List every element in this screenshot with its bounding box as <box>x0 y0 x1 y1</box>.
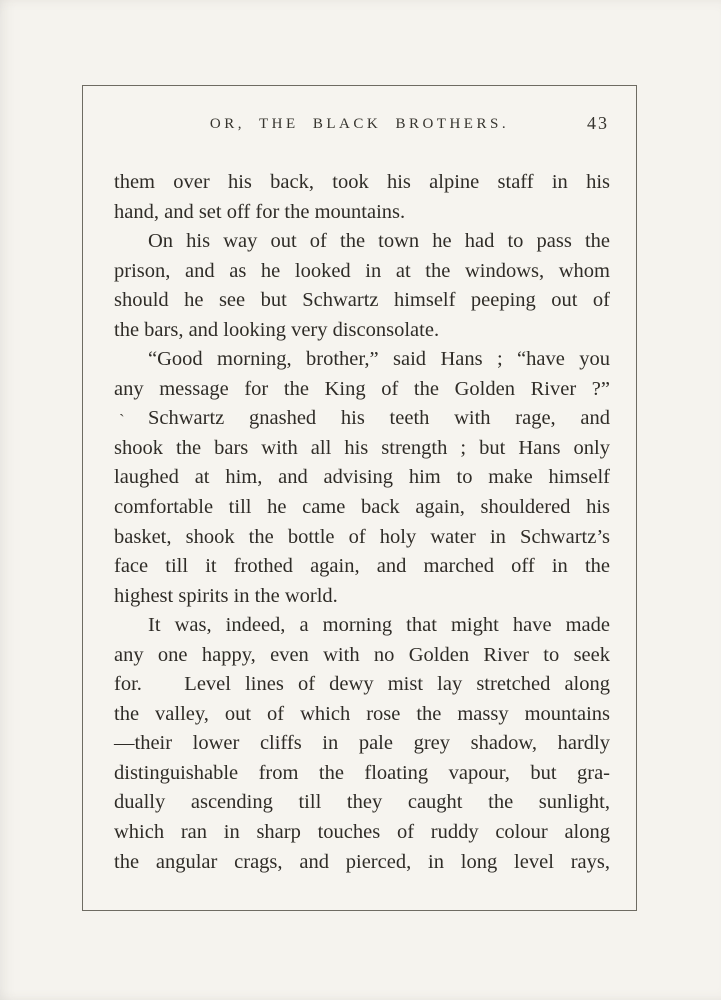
text-line: On his way out of the town he had to pass the <box>148 230 610 253</box>
text-line: dually ascending till they caught the sunlight, <box>114 791 610 814</box>
page-number: 43 <box>587 113 609 133</box>
text-block <box>114 168 610 877</box>
text-line: hand, and set off for the mountains. <box>114 200 406 223</box>
running-header-title: OR, THE BLACK BROTHERS. <box>209 116 510 132</box>
text-line: “Good morning, brother,” said Hans ; “have you <box>148 348 610 371</box>
text-line: laughed at him, and advising him to make himself <box>114 466 610 489</box>
text-line: the bars, and looking very disconsolate. <box>114 318 440 341</box>
text-line: them over his back, took his alpine staff in his <box>114 171 610 193</box>
text-line: any one happy, even with no Golden River to seek <box>114 643 610 666</box>
text-line: comfortable till he came back again, shouldered his <box>114 496 610 519</box>
page-border-frame <box>82 85 637 911</box>
text-line: basket, shook the bottle of holy water in Schwartz’s <box>114 525 610 548</box>
text-line: highest spirits in the world. <box>114 584 338 607</box>
text-line: the angular crags, and pierced, in long level rays, <box>114 850 610 873</box>
text-line: —their lower cliffs in pale grey shadow, hardly <box>114 732 610 755</box>
text-line: distinguishable from the floating vapour, but gra- <box>114 761 610 784</box>
text-line: for. Level lines of dewy mist lay stretched along <box>114 673 610 696</box>
text-line: the valley, out of which rose the massy mountains <box>114 702 610 725</box>
text-line: prison, and as he looked in at the windows, whom <box>114 259 610 282</box>
text-line: face till it frothed again, and marched off in the <box>114 555 610 578</box>
text-line: should he see but Schwartz himself peeping out of <box>114 289 610 312</box>
text-line: shook the bars with all his strength ; but Hans only <box>114 436 610 459</box>
text-line: It was, indeed, a morning that might have made <box>148 614 610 637</box>
margin-mark: ` <box>119 411 125 430</box>
running-header <box>83 113 636 133</box>
text-line: which ran in sharp touches of ruddy colour along <box>114 821 610 844</box>
text-line: any message for the King of the Golden River ?” <box>114 377 610 400</box>
text-line: Schwartz gnashed his teeth with rage, and <box>148 407 610 430</box>
